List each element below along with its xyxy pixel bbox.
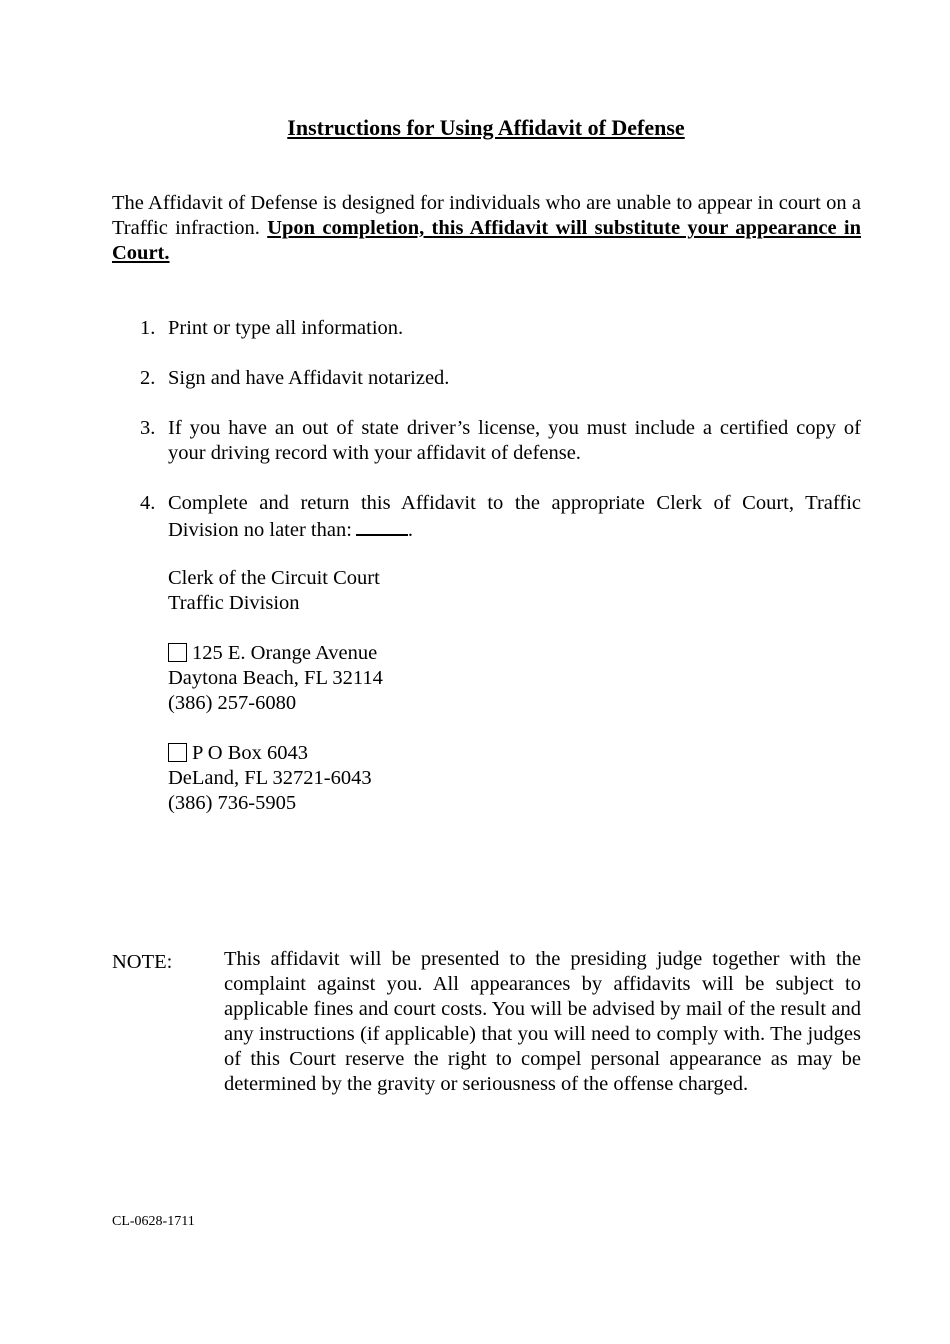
address-city: Daytona Beach, FL 32114 <box>168 667 383 689</box>
instruction-text: If you have an out of state driver’s license, you must include a certified copy of your driving record with your affidavit of defense. <box>168 417 861 464</box>
instruction-suffix: . <box>407 519 414 541</box>
address-option-daytona <box>168 641 568 716</box>
intro-text: The Affidavit of Defense is designed for individuals who are unable to appear in court on a Traffic infraction. <box>112 192 861 239</box>
address-street-line <box>168 641 568 666</box>
note-text: This affidavit will be presented to the presiding judge together with the complaint against you. All appearances by affidavits will be subject to applicable fines and court costs. You will be advised by mail of the result and any instructions (if applicable) that you will need to comply with. The judges of this Court reserve the right to compel personal appearance as may be determined by the gravity or seriousness of the offense charged. <box>224 948 861 1095</box>
intro-paragraph <box>112 191 861 266</box>
intro-emphasis: Upon completion, this Affidavit will substitute your appearance in Court. <box>112 217 862 264</box>
instruction-text: Print or type all information. <box>168 317 404 339</box>
address-city: DeLand, FL 32721-6043 <box>168 767 372 789</box>
address-phone: (386) 257-6080 <box>168 692 297 714</box>
address-street: P O Box 6043 <box>192 742 308 764</box>
instruction-text: Complete and return this Affidavit to the appropriate Clerk of Court, Traffic Division no later than: <box>168 492 861 541</box>
address-street-line <box>168 741 568 766</box>
instruction-number: 2. <box>140 367 156 389</box>
note-label: NOTE: <box>112 951 173 973</box>
instruction-number: 3. <box>140 417 156 439</box>
deadline-blank-field[interactable] <box>356 516 408 536</box>
instruction-number: 4. <box>140 492 156 514</box>
form-code: CL-0628-1711 <box>112 1214 195 1229</box>
address-phone: (386) 736-5905 <box>168 792 297 814</box>
instruction-item <box>140 366 861 391</box>
instruction-item <box>140 316 861 341</box>
instruction-list <box>140 316 861 568</box>
instruction-item <box>140 491 861 543</box>
instruction-text: Sign and have Affidavit notarized. <box>168 367 450 389</box>
instruction-number: 1. <box>140 317 156 339</box>
address-street: 125 E. Orange Avenue <box>192 642 378 664</box>
clerk-division: Traffic Division <box>168 592 300 614</box>
address-checkbox[interactable] <box>168 743 187 762</box>
instruction-item <box>140 416 861 466</box>
address-checkbox[interactable] <box>168 643 187 662</box>
clerk-name: Clerk of the Circuit Court <box>168 567 380 589</box>
address-option-deland <box>168 741 568 816</box>
instruction-text-deadline <box>168 491 861 543</box>
page-title: Instructions for Using Affidavit of Defense <box>287 115 685 140</box>
clerk-block <box>168 566 568 616</box>
